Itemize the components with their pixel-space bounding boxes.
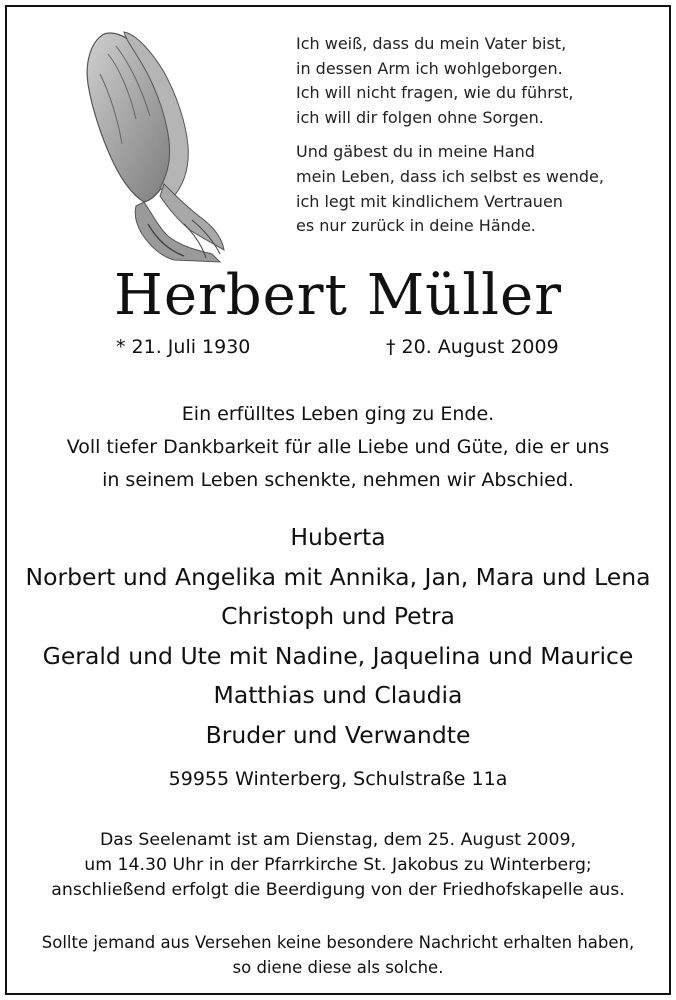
poem-line: Ich weiß, dass du mein Vater bist, bbox=[296, 34, 567, 53]
service-info bbox=[0, 828, 676, 903]
poem-line: Ich will nicht fragen, wie du führst, bbox=[296, 83, 574, 103]
family-line: Gerald und Ute mit Nadine, Jaquelina und Maurice bbox=[42, 641, 634, 670]
intro-line: in seinem Leben schenkte, nehmen wir Abschied. bbox=[102, 469, 574, 491]
family-line: Norbert und Angelika mit Annika, Jan, Mara und Lena bbox=[25, 562, 651, 591]
birth-date: * 21. Juli 1930 bbox=[116, 336, 251, 358]
poem-line: ich will dir folgen ohne Sorgen. bbox=[296, 107, 544, 127]
poem-line: es nur zurück in deine Hände. bbox=[296, 216, 536, 236]
service-line: um 14.30 Uhr in der Pfarrkirche St. Jakobus zu Winterberg; bbox=[84, 855, 592, 875]
intro-line: Ein erfülltes Leben ging zu Ende. bbox=[181, 403, 495, 425]
poem bbox=[296, 32, 626, 249]
family-line: Bruder und Verwandte bbox=[205, 720, 471, 749]
family-line: Matthias und Claudia bbox=[213, 681, 463, 709]
death-date: † 20. August 2009 bbox=[386, 336, 559, 358]
service-line: anschließend erfolgt die Beerdigung von der Friedhofskapelle aus. bbox=[51, 880, 625, 900]
note-line: Sollte jemand aus Versehen keine besondere Nachricht erhalten haben, bbox=[41, 933, 635, 952]
closing-note bbox=[0, 930, 676, 980]
intro-text bbox=[0, 398, 676, 497]
family-list bbox=[0, 518, 676, 755]
note-line: so diene diese als solche. bbox=[232, 958, 444, 977]
address: 59955 Winterberg, Schulstraße 11a bbox=[168, 768, 508, 790]
poem-line: in dessen Arm ich wohlgeborgen. bbox=[296, 58, 563, 78]
family-line: Christoph und Petra bbox=[221, 602, 455, 630]
family-line: Huberta bbox=[290, 523, 386, 551]
praying-hands-icon bbox=[64, 24, 234, 264]
service-line: Das Seelenamt ist am Dienstag, dem 25. August 2009, bbox=[99, 830, 577, 850]
poem-line: Und gäbest du in meine Hand bbox=[296, 142, 535, 162]
intro-line: Voll tiefer Dankbarkeit für alle Liebe und Güte, die er uns bbox=[66, 436, 610, 458]
poem-stanza-1 bbox=[296, 32, 626, 130]
deceased-name: Herbert Müller bbox=[114, 263, 562, 328]
poem-stanza-2 bbox=[296, 140, 626, 238]
poem-line: mein Leben, dass ich selbst es wende, bbox=[296, 166, 604, 186]
poem-line: ich legt mit kindlichem Vertrauen bbox=[296, 191, 563, 211]
